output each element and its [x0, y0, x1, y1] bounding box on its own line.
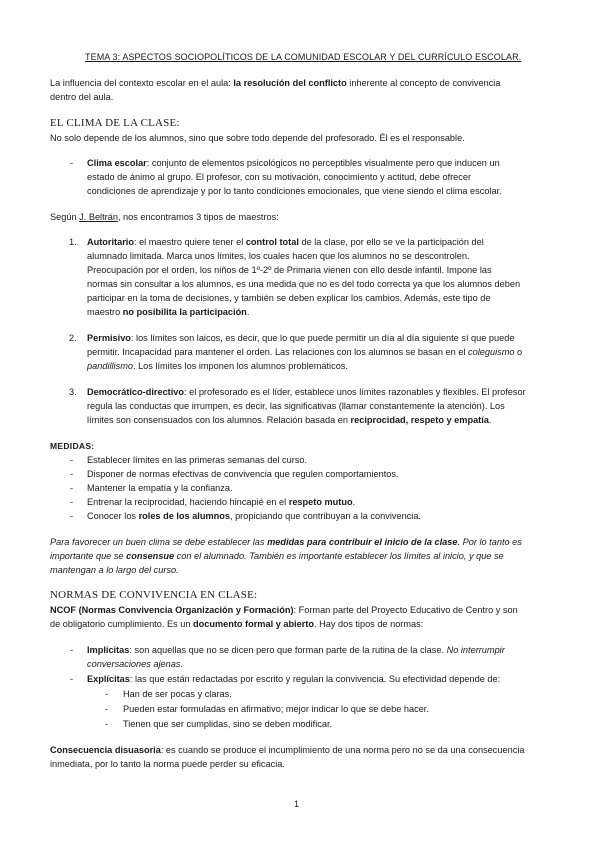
medida-item: Establecer límites en las primeras semanas del curso.	[87, 455, 308, 465]
bullet-marker: -	[70, 158, 74, 168]
list-number-2: 2.	[69, 333, 77, 343]
intro-line-2: dentro del aula.	[50, 92, 114, 102]
autoritario-line-6: maestro no posibilita la participación.	[87, 307, 250, 317]
bullet-marker: -	[70, 511, 74, 521]
clima-escolar-line-1: Clima escolar: conjunto de elementos psicológicos no perceptibles visualmente pero que inducen un	[87, 158, 500, 168]
medida-item: Entrenar la reciprocidad, haciendo hincapié en el respeto mutuo.	[87, 497, 356, 507]
clima-paragraph: No solo depende de los alumnos, sino que sobre todo depende del profesorado. Él es el responsable.	[50, 133, 465, 143]
autoritario-line-3: Preocupación por el orden, los niños de 1º-2º de Primaria vienen con ello desde infantil. Impone las	[87, 265, 492, 275]
implicitas-line-1: Implícitas: son aquellas que no se dicen pero que forman parte de la rutina de la clase. No interrumpir	[87, 645, 505, 655]
autoritario-line-5: participar en la toma de decisiones, y también se deben explicar los cambios. Además, este tipo de	[87, 293, 491, 303]
section-heading-normas: NORMAS DE CONVIVENCIA EN CLASE:	[50, 589, 258, 601]
bullet-marker: -	[70, 483, 74, 493]
bullet-marker: -	[70, 674, 74, 684]
page-number: 1	[294, 799, 300, 809]
bullet-marker: -	[70, 469, 74, 479]
permisivo-line-3: pandillismo. Los límites los imponen los alumnos problemáticos.	[87, 361, 348, 371]
explicitas-line-1: Explícitas: las que están redactadas por escrito y regulan la convivencia. Su efectividad depende de:	[87, 674, 501, 684]
autoritario-line-1: Autoritario: el maestro quiere tener el control total de la clase, por ello se ve la participación del	[87, 237, 484, 247]
democratico-line-2: regula las conductas que irrumpen, es decir, las significativas (llamar constantemente la atención). Los	[87, 401, 505, 411]
autoritario-line-4: normas sin consultar a los alumnos, es una medida que no es del todo correcta ya que los alumnos deben	[87, 279, 521, 289]
intro-line-1: La influencia del contexto escolar en el aula: la resolución del conflicto inherente al concepto de convivencia	[50, 78, 501, 88]
author-reference: J. Beltrán	[79, 212, 118, 222]
democratico-line-3: límites son consensuados con los alumnos. Relación basada en reciprocidad, respeto y empatía.	[87, 415, 492, 425]
medidas-note-line-1: Para favorecer un buen clima se debe establecer las medidas para contribuir el inicio de la clase. Por lo tanto es	[50, 537, 522, 547]
clima-escolar-line-3: condiciones de aprendizaje y por lo tanto condiciones emocionales, que viene siendo el clima escolar.	[87, 186, 502, 196]
implicitas-line-2: conversaciones ajenas.	[87, 659, 184, 669]
sub-bullet-marker: -	[105, 689, 109, 699]
bullet-marker: -	[70, 497, 74, 507]
list-number-1: 1.	[69, 237, 77, 247]
consecuencia-line-1: Consecuencia disuasoria: es cuando se produce el incumplimiento de una norma pero no se da una consecuencia	[50, 745, 525, 755]
permisivo-line-2: permitir. Incapacidad para mantener el orden. Las relaciones con los alumnos se basan en el coleguismo o	[87, 347, 523, 357]
sub-bullet-marker: -	[105, 704, 109, 714]
clima-escolar-line-2: estado de ánimo al grupo. El profesor, con su motivación, conocimiento y actitud, debe ofrecer	[87, 172, 472, 182]
list-number-3: 3.	[69, 387, 77, 397]
ncof-line-1: NCOF (Normas Convivencia Organización y Formación): Forman parte del Proyecto Educativo de Centro y son	[50, 605, 518, 615]
medidas-note-line-3: mantengan a lo largo del curso.	[50, 565, 179, 575]
permisivo-line-1: Permisivo: los límites son laicos, es decir, que lo que puede permitir un día al día siguiente sí que puede	[87, 333, 515, 343]
democratico-line-1: Democrático-directivo: el profesorado es el líder, establece unos límites razonables y flexibles. El profesor	[87, 387, 526, 397]
ncof-line-2: de obligatorio cumplimiento. Es un documento formal y abierto. Hay dos tipos de normas:	[50, 619, 424, 629]
sub-bullet-marker: -	[105, 719, 109, 729]
section-heading-medidas: MEDIDAS:	[50, 441, 95, 451]
sub-item: Tienen que ser cumplidas, sino se deben modificar.	[123, 719, 333, 729]
section-heading-clima: EL CLIMA DE LA CLASE:	[50, 117, 180, 129]
medida-item: Disponer de normas efectivas de convivencia que regulen comportamientos.	[87, 469, 399, 479]
sub-item: Han de ser pocas y claras.	[123, 689, 232, 699]
bullet-marker: -	[70, 645, 74, 655]
autoritario-line-2: alumnado limitada. Marca unos límites, los cuales hacen que los alumnos no se descontrolen.	[87, 251, 470, 261]
medida-item: Conocer los roles de los alumnos, propiciando que contribuyan a la convivencia.	[87, 511, 421, 521]
page-title: TEMA 3: ASPECTOS SOCIOPOLÍTICOS DE LA COMUNIDAD ESCOLAR Y DEL CURRÍCULO ESCOLAR.	[85, 52, 522, 62]
medida-item: Mantener la empatía y la confianza.	[87, 483, 233, 493]
bullet-marker: -	[70, 455, 74, 465]
sub-item: Pueden estar formuladas en afirmativo; mejor indicar lo que se debe hacer.	[123, 704, 429, 714]
medidas-note-line-2: importante que se consensue con el alumnado. También es importante establecer los límites al inicio, y que se	[50, 551, 504, 561]
segun-beltran: Según J. Beltrán, nos encontramos 3 tipos de maestros:	[50, 212, 279, 222]
consecuencia-line-2: inmediata, por lo tanto la norma puede perder su eficacia.	[50, 759, 285, 769]
